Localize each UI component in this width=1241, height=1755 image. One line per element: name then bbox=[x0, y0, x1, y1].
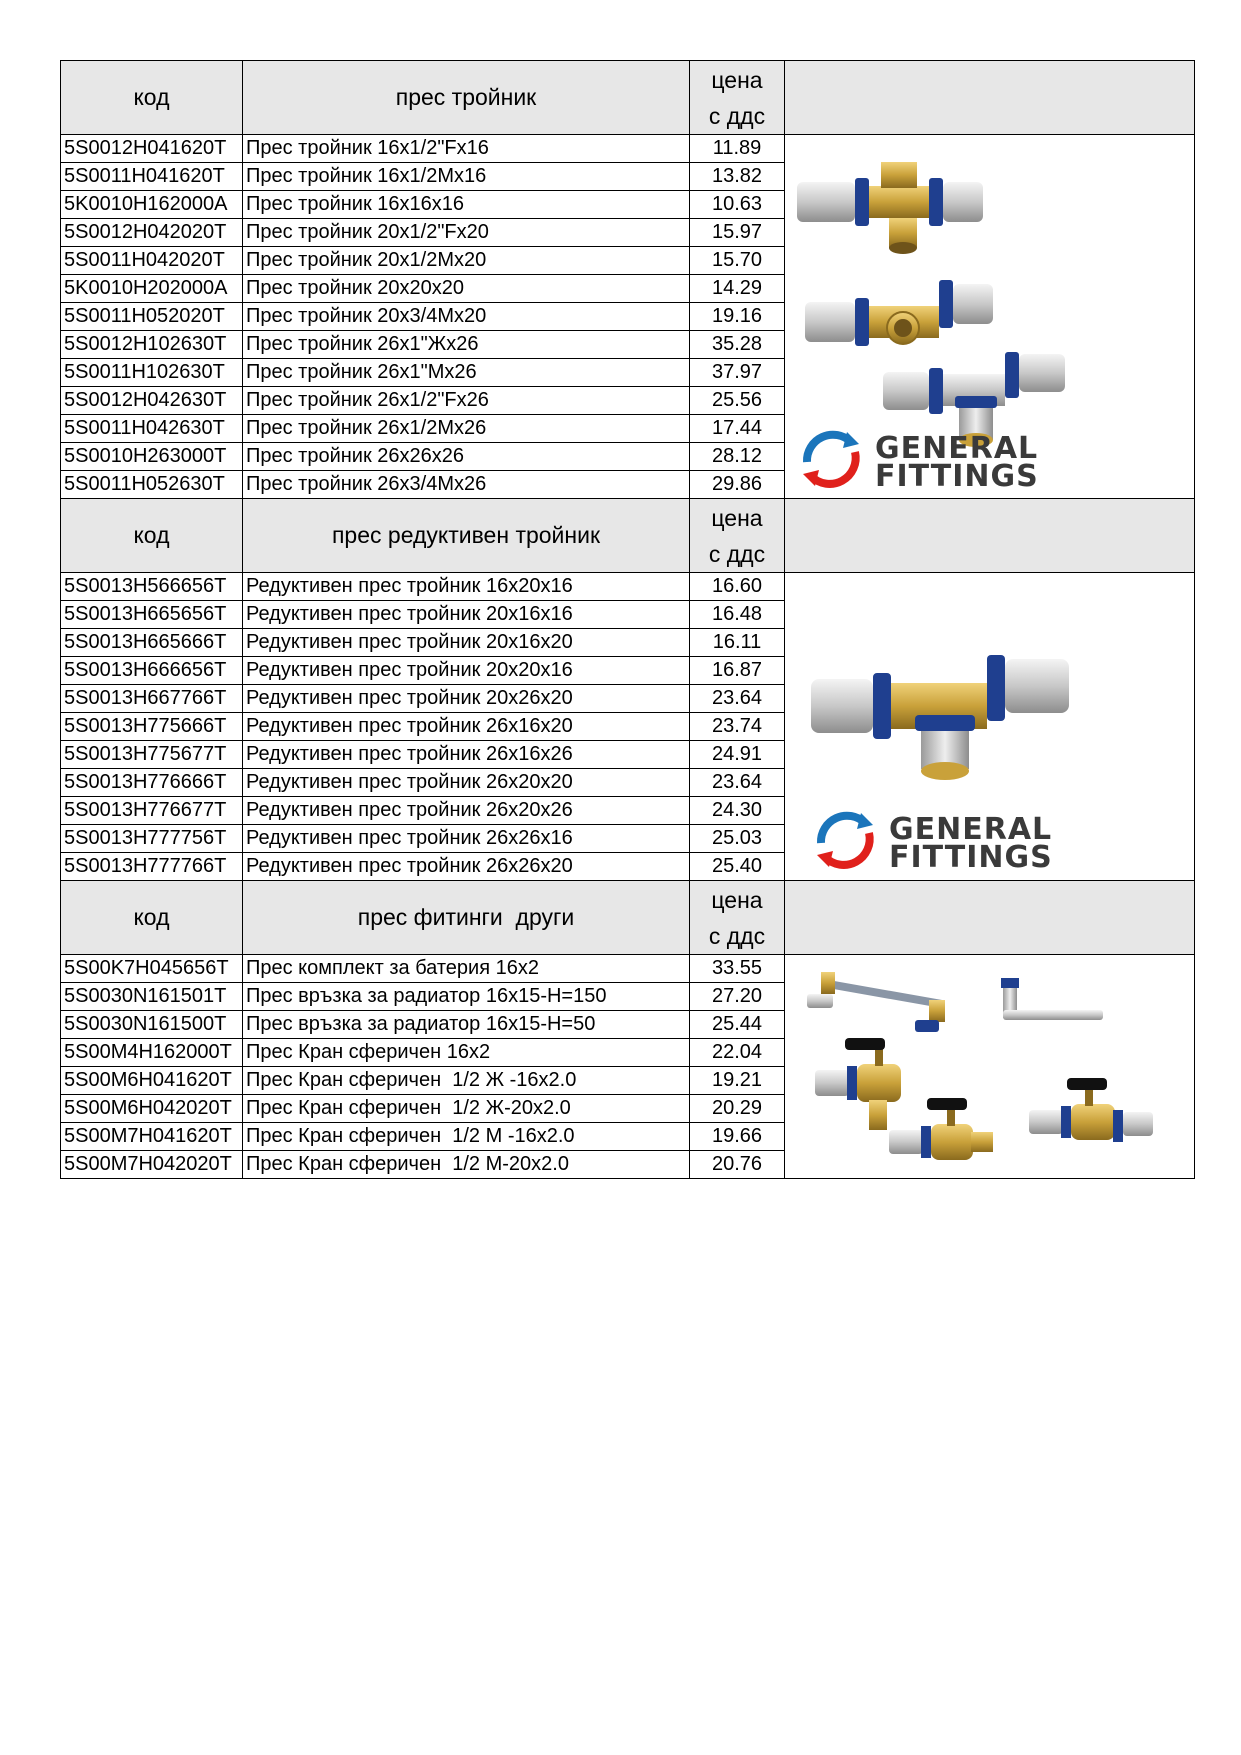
product-price: 16.87 bbox=[690, 657, 785, 685]
product-name: Редуктивен прес тройник 26x16x20 bbox=[243, 713, 690, 741]
table-row bbox=[61, 955, 1195, 983]
product-price: 25.56 bbox=[690, 387, 785, 415]
product-name: Прес тройник 26x26x26 bbox=[243, 443, 690, 471]
product-name: Редуктивен прес тройник 26x26x16 bbox=[243, 825, 690, 853]
product-code: 5K0010H202000A bbox=[61, 275, 243, 303]
header-price-line2: с ддс bbox=[708, 102, 766, 129]
header-image bbox=[785, 881, 1195, 955]
product-name: Прес тройник 26x1"Mx26 bbox=[243, 359, 690, 387]
product-code: 5S0012H102630T bbox=[61, 331, 243, 359]
section-image bbox=[785, 135, 1195, 499]
product-name: Редуктивен прес тройник 20x16x16 bbox=[243, 601, 690, 629]
product-price: 19.21 bbox=[690, 1067, 785, 1095]
product-price: 23.64 bbox=[690, 769, 785, 797]
product-price: 10.63 bbox=[690, 191, 785, 219]
header-price-line1: цена bbox=[711, 886, 763, 913]
product-code: 5S0012H042630T bbox=[61, 387, 243, 415]
ball-valve-icon bbox=[889, 1098, 993, 1160]
header-name: прес фитинги други bbox=[243, 881, 690, 955]
product-code: 5S0011H052020T bbox=[61, 303, 243, 331]
table-row bbox=[61, 573, 1195, 601]
table-row bbox=[61, 135, 1195, 163]
product-name: Прес Кран сферичен 1/2 M -16x2.0 bbox=[243, 1123, 690, 1151]
product-name: Прес тройник 26x3/4Mx26 bbox=[243, 471, 690, 499]
product-code: 5S00M6H041620T bbox=[61, 1067, 243, 1095]
header-price bbox=[690, 61, 785, 135]
header-price-line2: с ддс bbox=[708, 540, 766, 567]
product-code: 5S0013H775666T bbox=[61, 713, 243, 741]
product-price: 35.28 bbox=[690, 331, 785, 359]
product-code: 5S0013H665656T bbox=[61, 601, 243, 629]
product-name: Редуктивен прес тройник 20x20x16 bbox=[243, 657, 690, 685]
product-name: Прес тройник 20x1/2Mx20 bbox=[243, 247, 690, 275]
product-name: Прес тройник 20x3/4Mx20 bbox=[243, 303, 690, 331]
product-name: Прес връзка за радиатор 16x15-H=50 bbox=[243, 1011, 690, 1039]
product-name: Прес Кран сферичен 1/2 Ж -16x2.0 bbox=[243, 1067, 690, 1095]
product-code: 5S0010H263000T bbox=[61, 443, 243, 471]
product-code: 5S0013H776666T bbox=[61, 769, 243, 797]
header-name: прес тройник bbox=[243, 61, 690, 135]
product-name: Редуктивен прес тройник 26x16x26 bbox=[243, 741, 690, 769]
product-name: Прес Кран сферичен 16x2 bbox=[243, 1039, 690, 1067]
product-price: 16.48 bbox=[690, 601, 785, 629]
product-code: 5S00M7H041620T bbox=[61, 1123, 243, 1151]
header-code: код bbox=[61, 881, 243, 955]
product-price: 33.55 bbox=[690, 955, 785, 983]
header-price bbox=[690, 881, 785, 955]
product-price: 24.30 bbox=[690, 797, 785, 825]
product-name: Прес тройник 26x1/2Mx26 bbox=[243, 415, 690, 443]
product-code: 5S0030N161500T bbox=[61, 1011, 243, 1039]
product-name: Редуктивен прес тройник 20x16x20 bbox=[243, 629, 690, 657]
product-code: 5S0011H102630T bbox=[61, 359, 243, 387]
product-price: 15.97 bbox=[690, 219, 785, 247]
product-code: 5S00M6H042020T bbox=[61, 1095, 243, 1123]
product-name: Прес комплект за батерия 16x2 bbox=[243, 955, 690, 983]
product-name: Редуктивен прес тройник 26x20x26 bbox=[243, 797, 690, 825]
product-image-group bbox=[785, 579, 1191, 874]
product-code: 5S00M7H042020T bbox=[61, 1151, 243, 1179]
product-code: 5K0010H162000A bbox=[61, 191, 243, 219]
product-price: 19.16 bbox=[690, 303, 785, 331]
section-image bbox=[785, 955, 1195, 1179]
general-fittings-logo bbox=[817, 812, 1053, 874]
product-code: 5S0012H041620T bbox=[61, 135, 243, 163]
product-code: 5S0013H566656T bbox=[61, 573, 243, 601]
product-name: Прес тройник 20x1/2"Fx20 bbox=[243, 219, 690, 247]
product-code: 5S00M4H162000T bbox=[61, 1039, 243, 1067]
product-name: Редуктивен прес тройник 26x26x20 bbox=[243, 853, 690, 881]
product-code: 5S0013H666656T bbox=[61, 657, 243, 685]
product-code: 5S0013H667766T bbox=[61, 685, 243, 713]
logo-line1: GENERAL bbox=[875, 431, 1039, 466]
product-price: 15.70 bbox=[690, 247, 785, 275]
header-code: код bbox=[61, 61, 243, 135]
product-price: 11.89 bbox=[690, 135, 785, 163]
product-price: 16.11 bbox=[690, 629, 785, 657]
radiator-pipe-icon bbox=[1001, 978, 1103, 1020]
general-fittings-logo bbox=[803, 431, 1039, 491]
product-name: Прес тройник 16x16x16 bbox=[243, 191, 690, 219]
product-price: 20.76 bbox=[690, 1151, 785, 1179]
product-image-group bbox=[785, 960, 1191, 1174]
product-name: Прес тройник 26x1/2"Fx26 bbox=[243, 387, 690, 415]
product-name: Прес Кран сферичен 1/2 Ж-20x2.0 bbox=[243, 1095, 690, 1123]
product-price: 27.20 bbox=[690, 983, 785, 1011]
header-image bbox=[785, 61, 1195, 135]
product-price: 29.86 bbox=[690, 471, 785, 499]
product-code: 5S0012H042020T bbox=[61, 219, 243, 247]
product-price: 19.66 bbox=[690, 1123, 785, 1151]
product-price: 13.82 bbox=[690, 163, 785, 191]
product-price: 16.60 bbox=[690, 573, 785, 601]
product-price: 23.74 bbox=[690, 713, 785, 741]
tee-fitting-icon bbox=[797, 162, 983, 254]
product-name: Прес тройник 20x20x20 bbox=[243, 275, 690, 303]
header-image bbox=[785, 499, 1195, 573]
product-price: 17.44 bbox=[690, 415, 785, 443]
ball-valve-icon bbox=[815, 1038, 901, 1130]
logo-line1: GENERAL bbox=[889, 812, 1053, 847]
product-name: Прес Кран сферичен 1/2 M-20x2.0 bbox=[243, 1151, 690, 1179]
header-price-line2: с ддс bbox=[708, 922, 766, 949]
product-price: 28.12 bbox=[690, 443, 785, 471]
price-sheet bbox=[60, 60, 1194, 1179]
logo-line2: FITTINGS bbox=[889, 840, 1053, 874]
header-price-line1: цена bbox=[711, 504, 763, 531]
header-name: прес редуктивен тройник bbox=[243, 499, 690, 573]
product-image-group bbox=[785, 142, 1191, 491]
product-code: 5S0011H042630T bbox=[61, 415, 243, 443]
product-code: 5S00K7H045656T bbox=[61, 955, 243, 983]
product-price: 24.91 bbox=[690, 741, 785, 769]
product-name: Редуктивен прес тройник 16x20x16 bbox=[243, 573, 690, 601]
header-price bbox=[690, 499, 785, 573]
product-code: 5S0013H775677T bbox=[61, 741, 243, 769]
tee-fitting-icon bbox=[811, 655, 1069, 780]
product-name: Прес тройник 26x1"Жx26 bbox=[243, 331, 690, 359]
product-name: Прес тройник 16x1/2Mx16 bbox=[243, 163, 690, 191]
ball-valve-icon bbox=[1029, 1078, 1153, 1142]
product-code: 5S0013H776677T bbox=[61, 797, 243, 825]
product-code: 5S0011H041620T bbox=[61, 163, 243, 191]
tee-fitting-icon bbox=[805, 280, 993, 346]
product-price: 25.40 bbox=[690, 853, 785, 881]
product-code: 5S0011H042020T bbox=[61, 247, 243, 275]
price-table bbox=[60, 60, 1195, 1179]
section-header bbox=[61, 499, 1195, 573]
section-header bbox=[61, 61, 1195, 135]
product-price: 14.29 bbox=[690, 275, 785, 303]
product-code: 5S0013H777756T bbox=[61, 825, 243, 853]
product-code: 5S0013H665666T bbox=[61, 629, 243, 657]
product-name: Редуктивен прес тройник 20x26x20 bbox=[243, 685, 690, 713]
product-name: Прес връзка за радиатор 16x15-H=150 bbox=[243, 983, 690, 1011]
product-price: 37.97 bbox=[690, 359, 785, 387]
product-code: 5S0030N161501T bbox=[61, 983, 243, 1011]
product-name: Прес тройник 16x1/2"Fx16 bbox=[243, 135, 690, 163]
section-header bbox=[61, 881, 1195, 955]
product-price: 22.04 bbox=[690, 1039, 785, 1067]
header-code: код bbox=[61, 499, 243, 573]
product-price: 20.29 bbox=[690, 1095, 785, 1123]
product-code: 5S0013H777766T bbox=[61, 853, 243, 881]
product-code: 5S0011H052630T bbox=[61, 471, 243, 499]
header-price-line1: цена bbox=[711, 66, 763, 93]
product-price: 23.64 bbox=[690, 685, 785, 713]
product-price: 25.44 bbox=[690, 1011, 785, 1039]
product-price: 25.03 bbox=[690, 825, 785, 853]
faucet-kit-icon bbox=[807, 972, 945, 1032]
section-image bbox=[785, 573, 1195, 881]
product-name: Редуктивен прес тройник 26x20x20 bbox=[243, 769, 690, 797]
logo-line2: FITTINGS bbox=[875, 459, 1039, 491]
